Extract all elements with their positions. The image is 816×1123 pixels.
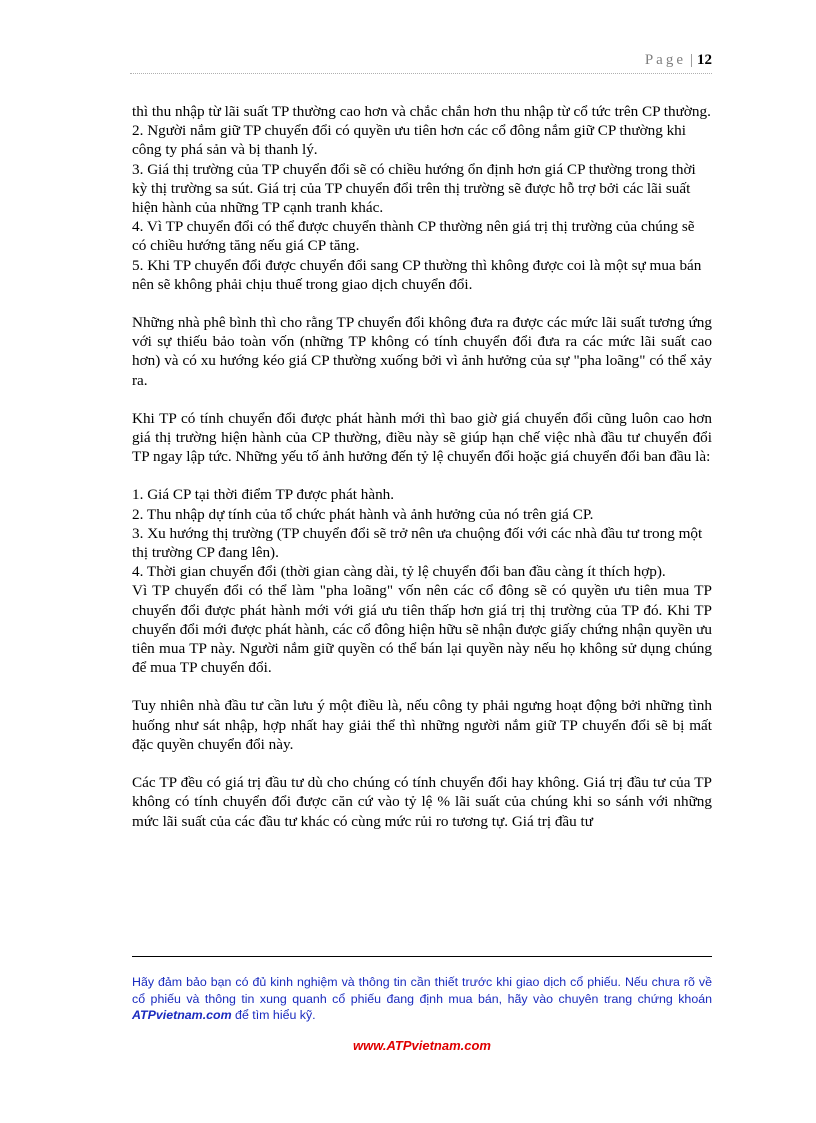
list-item: 2. Thu nhập dự tính của tổ chức phát hành và ảnh hưởng của nó trên giá CP. xyxy=(132,505,594,523)
header-divider xyxy=(130,73,712,74)
paragraph-line: thì thu nhập từ lãi suất TP thường cao hơn và chắc chắn hơn thu nhập từ cổ tức trên CP thường. xyxy=(132,103,711,120)
footer-note-text: Hãy đảm bảo bạn có đủ kinh nghiệm và thông tin cần thiết trước khi giao dịch cổ phiếu. Nếu chưa rõ về cổ phiếu và thông tin xung quanh cổ phiếu đang định mua bán, hãy vào chuyên trang chứng khoán xyxy=(132,975,712,1006)
document-body xyxy=(132,102,712,831)
page-number: 12 xyxy=(697,52,712,68)
paragraph: Các TP đều có giá trị đầu tư dù cho chúng có tính chuyển đổi hay không. Giá trị đầu tư của TP không có tính chuyển đổi được căn cứ vào tỷ lệ % lãi suất của chúng khi so sánh với những mức lãi suất của các đầu tư khác có cùng mức rủi ro tương tự. Giá trị đầu tư xyxy=(132,774,712,830)
list-item: 4. Thời gian chuyển đổi (thời gian càng dài, tỷ lệ chuyển đổi ban đầu càng ít thích hợp). xyxy=(132,563,666,581)
footer-note-end: để tìm hiểu kỹ. xyxy=(231,1008,316,1022)
list-item: 4. Vì TP chuyển đổi có thể được chuyển thành CP thường nên giá trị thị trường của chúng sẽ có chiều hướng tăng nếu giá CP tăng. xyxy=(132,218,695,255)
paragraph: Những nhà phê bình thì cho rằng TP chuyển đổi không đưa ra được các mức lãi suất tương ứng với sự thiếu bảo toàn vốn (những TP không có tính chuyển đổi đưa ra các mức lãi suất cao hơn) và có xu hướng kéo giá CP thường xuống bởi vì ảnh hưởng của sự "pha loãng" có thể xảy ra. xyxy=(132,314,712,389)
footer-note xyxy=(132,974,712,1024)
paragraph: Khi TP có tính chuyển đổi được phát hành mới thì bao giờ giá chuyển đổi cũng luôn cao hơn giá thị trường hiện hành của CP thường, điều này sẽ giúp hạn chế việc nhà đầu tư chuyển đổi TP ngay lập tức. Những yếu tố ảnh hưởng đến tỷ lệ chuyển đổi hoặc giá chuyển đổi ban đầu là: xyxy=(132,409,712,466)
page-header xyxy=(120,52,712,69)
list-item: 3. Giá thị trường của TP chuyển đổi sẽ có chiều hướng ổn định hơn giá CP thường trong thời kỳ thị trường sa sút. Giá trị của TP chuyển đổi trên thị trường sẽ được hỗ trợ bởi các lãi suất hiện hành của những TP cạnh tranh khác. xyxy=(132,160,696,217)
list-item: 5. Khi TP chuyển đổi được chuyển đổi sang CP thường thì không được coi là một sự mua bán nên sẽ không phải chịu thuế trong giao dịch chuyển đổi. xyxy=(132,256,702,293)
footer-divider xyxy=(132,956,712,957)
page-word: Page xyxy=(644,52,686,68)
paragraph: Vì TP chuyển đổi có thể làm "pha loãng" vốn nên các cổ đông sẽ có quyền ưu tiên mua TP chuyển đổi được phát hành mới với giá ưu tiên thấp hơn giá trị thị trường của TP đó. Khi TP chuyển đổi mới được phát hành, các cổ đông hiện hữu sẽ nhận được giấy chứng nhận quyền ưu tiên mua TP này. Người nắm giữ quyền có thể bán lại quyền này nếu họ không sử dụng chúng để mua TP chuyển đổi. xyxy=(132,582,712,677)
paragraph: Tuy nhiên nhà đầu tư cần lưu ý một điều là, nếu công ty phải ngưng hoạt động bởi những tình huống như sát nhập, hợp nhất hay giải thể thì những người nắm giữ TP chuyển đổi sẽ bị mất đặc quyền chuyển đổi này. xyxy=(132,697,712,753)
brand-link[interactable]: ATPvietnam.com xyxy=(132,1008,232,1022)
list-item: 1. Giá CP tại thời điểm TP được phát hành. xyxy=(132,486,395,504)
website-link[interactable]: www.ATPvietnam.com xyxy=(353,1038,491,1053)
page-separator: | xyxy=(689,52,693,68)
list-item: 2. Người nắm giữ TP chuyển đổi có quyền ưu tiên hơn các cổ đông nắm giữ CP thường khi công ty phá sản và bị thanh lý. xyxy=(132,122,686,159)
list-item: 3. Xu hướng thị trường (TP chuyển đổi sẽ trở nên ưa chuộng đối với các nhà đầu tư trong một thị trường CP đang lên). xyxy=(132,524,703,562)
